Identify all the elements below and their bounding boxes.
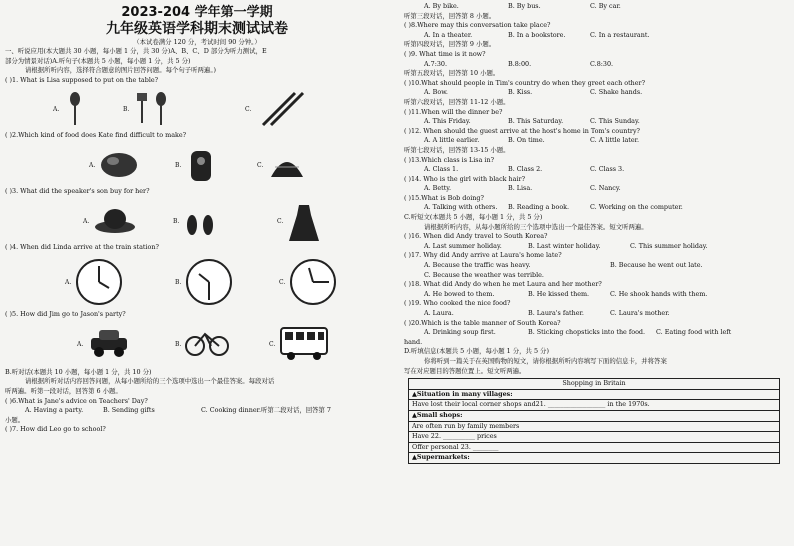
q1-pictures: A. B. C. (5, 87, 389, 129)
card-row-family: Are often run by family members (409, 422, 779, 433)
dialogue5-instr: 听第五段对话，回答第 10 小题。 (404, 69, 500, 78)
q6-options (5, 406, 389, 416)
q8-option-a[interactable]: A. In a theater. (424, 30, 473, 39)
card-row-small-shops: ▲Small shops: (409, 411, 779, 422)
q18-options (404, 290, 788, 300)
q15-option-c[interactable]: C. Working on the computer. (590, 203, 683, 212)
question-19: ( )19. Who cooked the nice food? (404, 299, 511, 308)
question-11: ( )11.When will the dinner be? (404, 107, 503, 116)
q10-option-c[interactable]: C. Shake hands. (590, 88, 643, 97)
question-10: ( )10.What should people in Tim's country do when they greet each other? (404, 78, 646, 87)
question-12: ( )12. When should the guest arrive at the host's home in Tom's country? (404, 126, 640, 135)
q20-tail: hand. (404, 337, 423, 346)
q15-option-a[interactable]: A. Talking with others. (424, 203, 498, 212)
question-16: ( )16. When did Andy travel to South Korea? (404, 232, 548, 241)
q8-options (404, 31, 788, 41)
chopsticks-icon (255, 91, 315, 127)
question-13: ( )13.Which class is Lisa in? (404, 155, 495, 164)
q15-options (404, 203, 788, 213)
q12-option-c[interactable]: C. A little later. (590, 136, 640, 145)
q6-option-b[interactable]: B. Sending gifts (103, 406, 155, 415)
q15-option-b[interactable]: B. Reading a book. (508, 203, 570, 212)
fork-spoon-icon (133, 91, 173, 127)
q14-option-a[interactable]: A. Betty. (424, 184, 452, 193)
q13-option-a[interactable]: A. Class 1. (424, 165, 459, 174)
left-column (5, 0, 389, 435)
card-row-blank-21[interactable]: Have lost their local corner shops and21. __________________ in the 1970s. (409, 400, 779, 411)
partC-heading: C.听短文(本题共 5 小题，每小题 1 分，共 5 分) (404, 213, 543, 222)
q17-options-ab (404, 261, 788, 271)
q14-option-b[interactable]: B. Lisa. (508, 184, 533, 193)
q13-option-b[interactable]: B. Class 2. (508, 165, 543, 174)
q14-option-c[interactable]: C. Nancy. (590, 184, 621, 193)
dress-icon (287, 203, 321, 243)
q12-option-b[interactable]: B. On time. (508, 136, 545, 145)
question-3: ( )3. What did the speaker's son buy for her? (5, 186, 150, 195)
q9-option-b[interactable]: B.8:00. (508, 59, 532, 68)
q19-option-c[interactable]: C. Laura's mother. (610, 309, 670, 317)
card-row-blank-22[interactable]: Have 22. __________ prices (409, 432, 779, 443)
q11-options (404, 117, 788, 127)
card-row-blank-23[interactable]: Offer personal 23. ________ (409, 443, 779, 454)
q5-pictures: A. B. C. (5, 322, 389, 366)
dialogue3-instr: 听第三段对话，回答第 8 小题。 (404, 11, 496, 20)
bus-icon (279, 326, 329, 362)
q20-option-b[interactable]: B. Sticking chopsticks into the food. (528, 328, 646, 337)
q18-option-a[interactable]: A. He bowed to them. (424, 289, 495, 298)
partB-instructions: 请根据所听对话内容回答问题，从每小题所给的三个选项中选出一个最佳答案。每段对话 (25, 377, 275, 386)
question-18: ( )18. What did Andy do when he met Laura and her mother? (404, 280, 602, 289)
question-9: ( )9. What time is it now? (404, 49, 486, 58)
dialogue4-instr: 听第四段对话，回答第 9 小题。 (404, 40, 496, 49)
q17-option-c[interactable]: C. Because the weather was terrible. (424, 270, 544, 279)
q20-option-a[interactable]: A. Drinking soup first. (424, 328, 496, 337)
q6-tail: 小题。 (5, 415, 25, 424)
q9-option-c[interactable]: C.8:30. (590, 59, 614, 68)
q10-option-b[interactable]: B. Kiss. (508, 88, 533, 97)
part1-heading-cont: 部分为情景对话)A.听句子(本题共 5 小题，每小题 1 分，共 5 分) (5, 56, 191, 65)
part1-instructions: 请根据所听内容，选择符合题意的图片回答问题。每个句子听两遍。) (25, 66, 217, 75)
question-6: ( )6.What is Jane's advice on Teachers' Day? (5, 396, 148, 405)
info-card (408, 378, 780, 464)
q10-option-a[interactable]: A. Bow. (424, 88, 448, 97)
q7-option-c[interactable]: C. By car. (590, 2, 621, 10)
q17-option-a[interactable]: A. Because the traffic was heavy. (424, 261, 531, 270)
q12-option-a[interactable]: A. A little earlier. (424, 136, 480, 145)
car-icon (87, 326, 131, 358)
q2-pictures: A. B. C. (5, 143, 389, 185)
q18-option-c[interactable]: C. He shook hands with them. (610, 289, 708, 298)
dialogue7-instr: 听第七段对话，回答第 13-15 小题。 (404, 145, 510, 154)
question-1: ( )1. What is Lisa supposed to put on the table? (5, 75, 159, 84)
question-7: ( )7. How did Leo go to school? (5, 425, 106, 434)
bicycle-icon (185, 326, 229, 358)
card-row-villages: ▲Situation in many villages: (409, 390, 779, 401)
q11-option-a[interactable]: A. This Friday. (424, 117, 471, 126)
clock-icon (75, 258, 123, 306)
q16-option-a[interactable]: A. Last summer holiday. (424, 241, 502, 250)
question-4: ( )4. When did Linda arrive at the train station? (5, 242, 159, 251)
bread-icon (185, 147, 219, 183)
title-exam: 九年级英语学科期末测试试卷 (106, 21, 288, 37)
partD-instructions-cont: 写在对应题目的答题位置上。短文听两遍。 (404, 366, 526, 375)
question-2: ( )2.Which kind of food does Kate find difficult to make? (5, 131, 187, 140)
hat-icon (93, 203, 137, 237)
earrings-icon (183, 203, 217, 239)
q6-option-a[interactable]: A. Having a party. (25, 406, 84, 415)
q16-option-c[interactable]: C. This summer holiday. (630, 241, 708, 250)
q14-options (404, 184, 788, 194)
q16-option-b[interactable]: B. Last winter holiday. (528, 241, 601, 250)
q7-options (404, 2, 788, 12)
q19-option-a[interactable]: A. Laura. (424, 309, 454, 317)
clock-icon (289, 258, 337, 306)
part1-heading: 一、听说应用(本大题共 30 小题，每小题 1 分，共 30 分)A、B、C、D 部分为听力测试，E (5, 47, 267, 55)
q12-options (404, 136, 788, 146)
q19-option-b[interactable]: B. Laura's father. (528, 309, 584, 317)
noodles-icon (267, 147, 307, 181)
dialogue6-instr: 听第六段对话，回答第 11-12 小题。 (404, 97, 510, 106)
card-row-supermarkets: ▲Supermarkets: (412, 453, 470, 462)
partC-instructions: 请根据所听内容，从每小题所给的三个选项中选出一个最佳答案。短文听两遍。 (424, 222, 648, 231)
partD-heading: D.听填信息(本题共 5 小题，每小题 1 分，共 5 分) (404, 347, 549, 356)
q19-options (404, 309, 788, 319)
q4-pictures: A. B. C. (5, 254, 389, 308)
q8-option-c[interactable]: C. In a restaurant. (590, 30, 650, 39)
q11-option-c[interactable]: C. This Sunday. (590, 117, 640, 126)
q7-option-a[interactable]: A. By bike. (424, 2, 459, 10)
right-column (404, 0, 788, 464)
q3-pictures: A. B. C. (5, 199, 389, 241)
question-8: ( )8.Where may this conversation take place? (404, 21, 551, 30)
q6-option-c[interactable]: C. Cooking dinner.听第二段对话，回答第 7 (201, 406, 331, 415)
q20-options (404, 328, 788, 338)
partB-heading: B.听对话(本题共 10 小题，每小题 1 分，共 10 分) (5, 367, 152, 376)
q7-option-b[interactable]: B. By bus. (508, 2, 541, 10)
q18-option-b[interactable]: B. He kissed them. (528, 289, 590, 298)
q20-option-c[interactable]: C. Eating food with left (656, 328, 732, 337)
q10-options (404, 88, 788, 98)
q13-options (404, 165, 788, 175)
question-5: ( )5. How did Jim go to Jason's party? (5, 310, 126, 319)
exam-note: （本试卷满分 120 分，考试时间 90 分钟。） (133, 38, 261, 46)
q8-option-b[interactable]: B. In a bookstore. (508, 30, 566, 39)
title-year: 2023-204 学年第一学期 (121, 5, 273, 20)
spoon-icon (63, 91, 93, 127)
q13-option-c[interactable]: C. Class 3. (590, 165, 625, 174)
question-17: ( )17. Why did Andy arrive at Laura's home late? (404, 251, 562, 260)
q11-option-b[interactable]: B. This Saturday. (508, 117, 564, 126)
partD-instructions: 你将听到一篇关于在英国购物的短文，请你根据所听内容填写下面的信息卡，并将答案 (424, 356, 667, 365)
question-20: ( )20.Which is the table manner of South Korea? (404, 318, 561, 327)
info-card-title: Shopping in Britain (409, 379, 779, 390)
partB-instructions-cont: 听两遍。听第一段对话，回答第 6 小题。 (5, 386, 122, 395)
q9-options (404, 60, 788, 70)
dumplings-icon (99, 147, 139, 181)
question-14: ( )14. Who is the girl with black hair? (404, 174, 526, 183)
q16-options (404, 242, 788, 252)
q17-option-b[interactable]: B. Because he went out late. (610, 261, 703, 270)
q9-option-a[interactable]: A.7:30. (424, 59, 448, 68)
question-15: ( )15.What is Bob doing? (404, 193, 484, 202)
clock-icon (185, 258, 233, 306)
